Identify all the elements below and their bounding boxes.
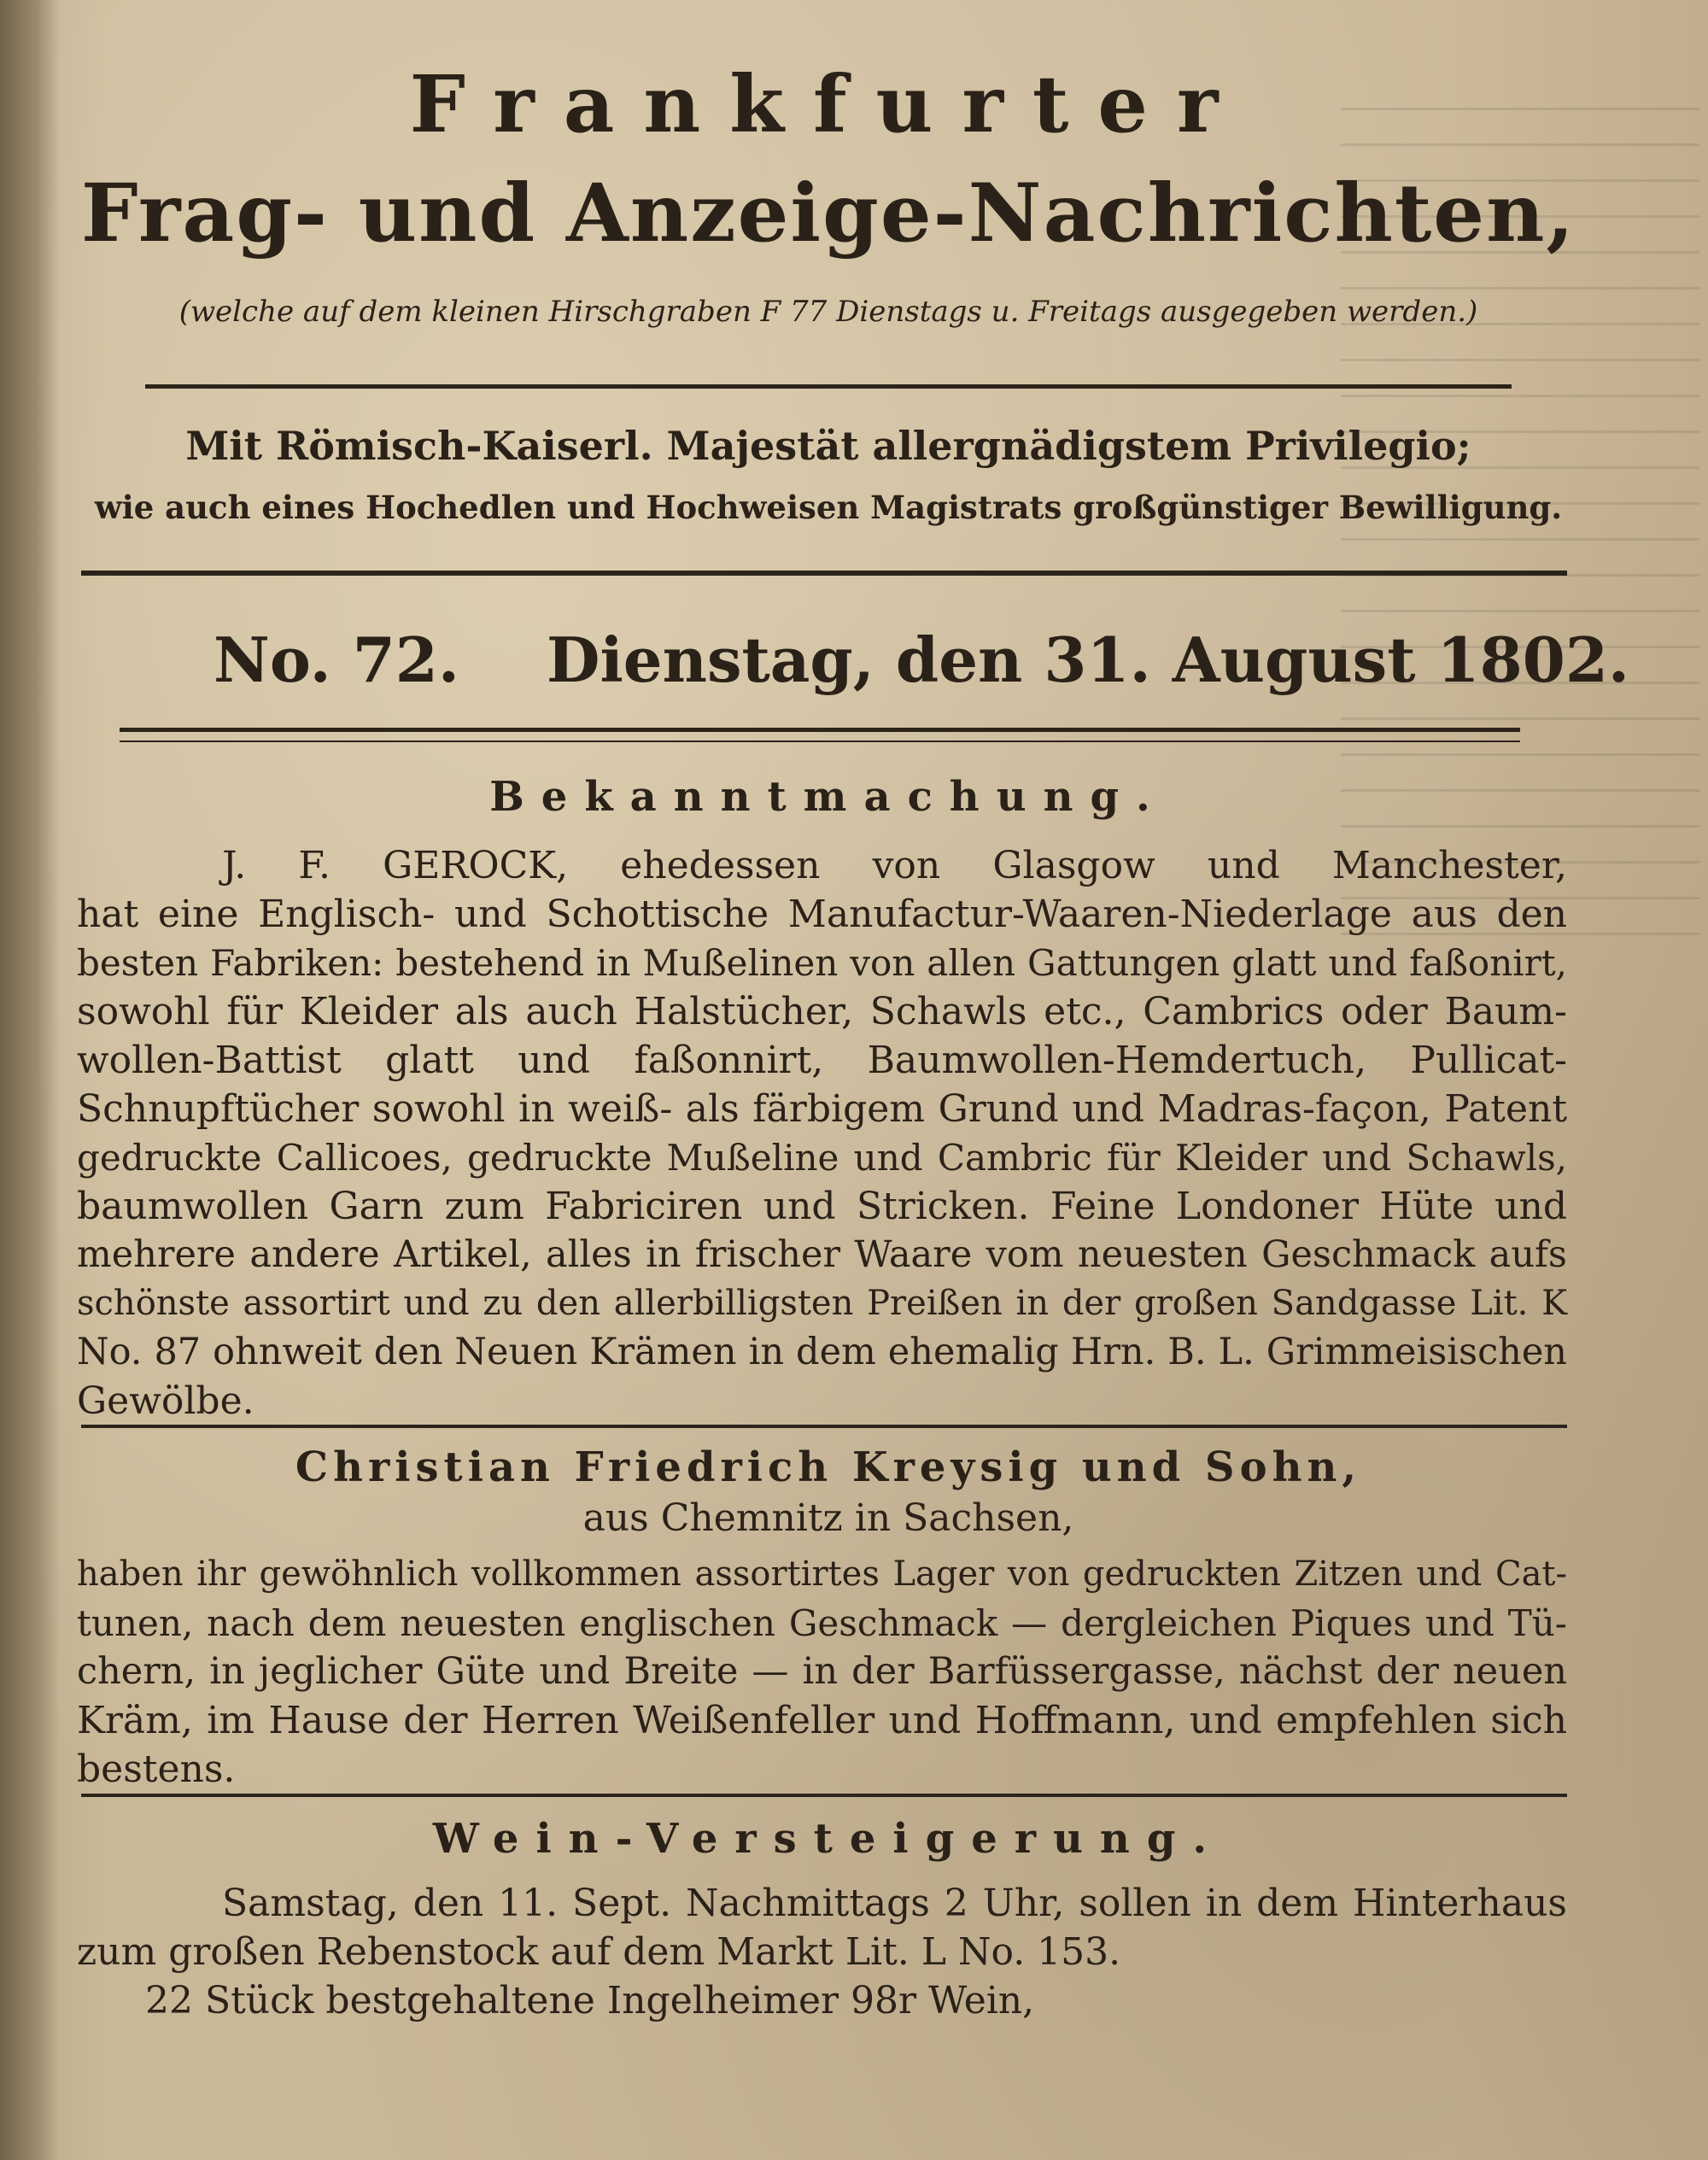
masthead-line-2: Frag- und Anzeige-Nachrichten, <box>80 167 1576 260</box>
issue-number: No. 72. <box>214 623 459 696</box>
article-1-line: baumwollen Garn zum Fabriciren und Stricken. Feine Londoner Hüte und <box>77 1185 1567 1228</box>
article-1-line: Gewölbe. <box>77 1379 254 1423</box>
article-3-body <box>77 1879 1567 2025</box>
article-1-line: wollen-Battist glatt und faßonnirt, Baumwollen-Hemdertuch, Pullicat- <box>77 1039 1567 1082</box>
masthead-rule <box>145 384 1512 389</box>
masthead-line-1: Frankfurter <box>409 58 1248 150</box>
article-divider-2 <box>81 1794 1567 1797</box>
article-3-line: 22 Stück bestgehaltene Ingelheimer 98r Wein, <box>145 1979 1035 2022</box>
issue-date: Dienstag, den 31. August 1802. <box>547 623 1629 696</box>
article-1-line: besten Fabriken: bestehend in Mußelinen von allen Gattungen glatt und faßonirt, <box>77 942 1567 984</box>
article-1-line: hat eine Englisch- und Schottische Manufactur-Waaren-Niederlage aus den <box>77 893 1567 936</box>
privilege-rule <box>81 571 1567 576</box>
article-1-line: J. F. GEROCK, ehedessen von Glasgow und Manchester, <box>222 844 1567 887</box>
article-2-company: Christian Friedrich Kreysig und Sohn, <box>295 1443 1362 1491</box>
privilege-line-2: wie auch eines Hochedlen und Hochweisen Magistrats großgünstiger Bewilligung. <box>94 489 1563 526</box>
article-3-line: Samstag, den 11. Sept. Nachmittags 2 Uhr, sollen in dem Hinterhaus <box>222 1882 1567 1925</box>
article-1-line: mehrere andere Artikel, alles in frischer Waare vom neuesten Geschmack aufs <box>77 1233 1567 1276</box>
article-2-line: bestens. <box>77 1747 236 1791</box>
article-2-line: haben ihr gewöhnlich vollkommen assortirtes Lager von gedruckten Zitzen und Cat- <box>77 1554 1567 1594</box>
article-1-heading: Bekanntmachung. <box>489 773 1167 821</box>
article-1-line: sowohl für Kleider als auch Halstücher, Schawls etc., Cambrics oder Baum- <box>77 990 1567 1033</box>
article-divider-1 <box>81 1425 1567 1428</box>
masthead-subtitle: (welche auf dem kleinen Hirschgraben F 77 Dienstags u. Freitags ausgegeben werden.) <box>178 295 1478 329</box>
article-3-heading: Wein-Versteigerung. <box>432 1815 1225 1863</box>
article-2-body <box>77 1550 1567 1794</box>
article-1-line: schönste assortirt und zu den allerbilligsten Preißen in der großen Sandgasse Lit. K <box>77 1284 1567 1323</box>
article-2-line: Kräm, im Hause der Herren Weißenfeller und Hoffmann, und empfehlen sich <box>77 1699 1567 1742</box>
article-3-line: zum großen Rebenstock auf dem Markt Lit. L No. 153. <box>77 1930 1121 1974</box>
article-2-origin: aus Chemnitz in Sachsen, <box>582 1496 1074 1540</box>
issue-rule-bottom <box>120 740 1520 742</box>
article-2-line: chern, in jeglicher Güte und Breite — in der Barfüssergasse, nächst der neuen <box>77 1650 1567 1693</box>
issue-rule-top <box>120 728 1520 732</box>
article-1-line: Schnupftücher sowohl in weiß- als färbigem Grund und Madras-façon, Patent <box>77 1087 1567 1131</box>
binding-gutter <box>0 0 60 2160</box>
article-1-line: gedruckte Callicoes, gedruckte Mußeline und Cambric für Kleider und Schawls, <box>77 1137 1567 1179</box>
article-1-body <box>77 841 1567 1425</box>
article-2-line: tunen, nach dem neuesten englischen Geschmack — dergleichen Piques und Tü- <box>77 1602 1567 1644</box>
article-1-line: No. 87 ohnweit den Neuen Krämen in dem ehemalig Hrn. B. L. Grimmeisischen <box>77 1331 1567 1373</box>
privilege-line-1: Mit Römisch-Kaiserl. Majestät allergnädigstem Privilegio; <box>185 423 1471 469</box>
issue-line <box>205 623 1629 709</box>
